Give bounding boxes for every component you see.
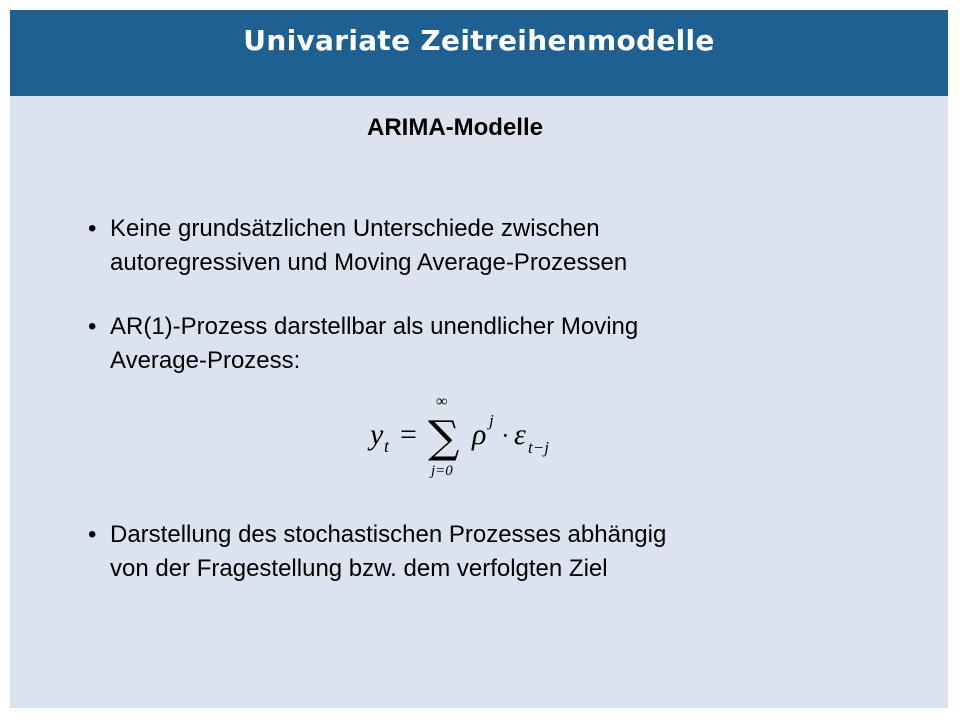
formula-lhs: y <box>370 418 384 451</box>
formula-exponent: j <box>489 411 494 430</box>
bullet-text-line: autoregressiven und Moving Average-Prozessen <box>110 249 628 276</box>
bullet-marker: • <box>88 215 97 242</box>
bullet-marker: • <box>88 313 97 340</box>
ar1-formula <box>362 392 572 482</box>
bullet-text-line: Darstellung des stochastischen Prozesses abhängig <box>110 521 667 548</box>
slide-header <box>10 10 948 96</box>
sum-lower-limit: j=0 <box>431 463 453 479</box>
bullet-text-line: Keine grundsätzlichen Unterschiede zwischen <box>110 215 600 242</box>
formula-lhs-subscript: t <box>384 436 390 456</box>
bullet-item <box>88 310 888 378</box>
slide-title: Univariate Zeitreihenmodelle <box>243 24 715 57</box>
formula-term: ε <box>514 418 526 451</box>
sum-upper-limit: ∞ <box>436 393 448 410</box>
formula-dot: · <box>501 421 510 450</box>
bullet-item <box>88 212 888 280</box>
bullet-text-line: AR(1)-Prozess darstellbar als unendlicher Moving <box>110 313 639 340</box>
formula-term-subscript: t−j <box>528 438 549 457</box>
bullet-text-line: Average-Prozess: <box>110 347 301 374</box>
section-heading: ARIMA-Modelle <box>367 114 543 141</box>
formula-base: ρ <box>472 418 487 451</box>
bullet-item <box>88 518 888 586</box>
sum-symbol: ∑ <box>428 412 460 463</box>
bullet-marker: • <box>88 521 97 548</box>
bullet-text-line: von der Fragestellung bzw. dem verfolgten Ziel <box>110 555 608 582</box>
formula-equals: = <box>400 418 417 451</box>
